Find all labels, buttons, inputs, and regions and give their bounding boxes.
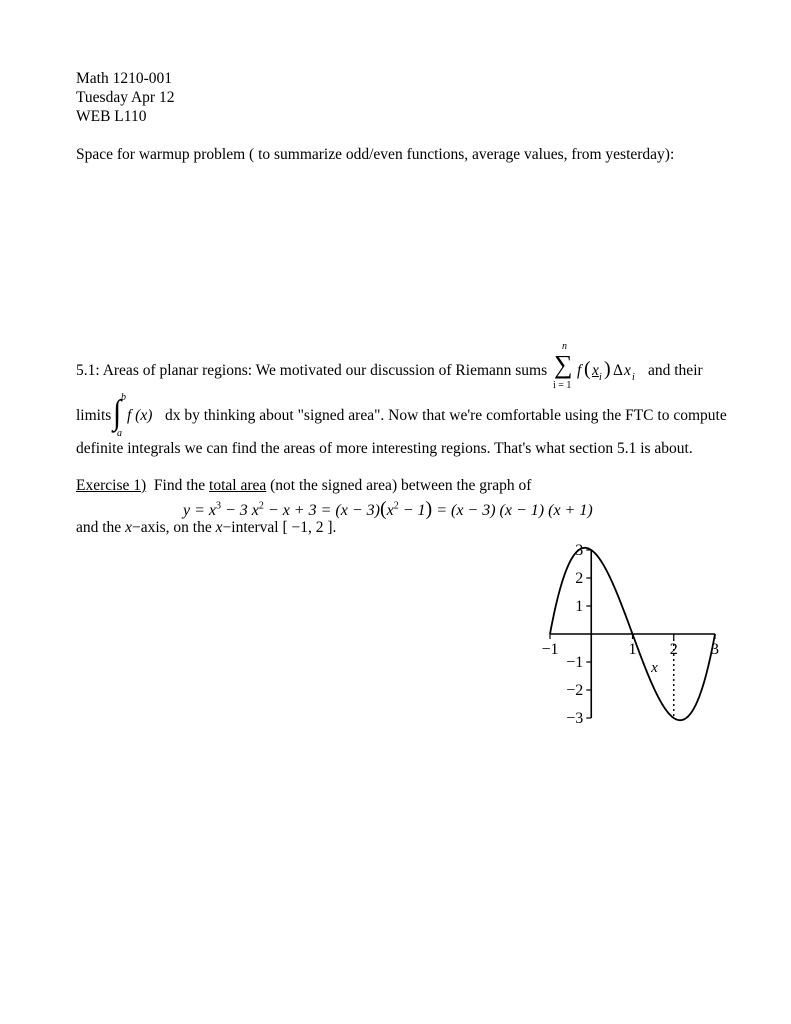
exercise-label: Exercise 1) [76,477,147,494]
eq-tail: = (x − 3) (x − 1) (x + 1) [432,502,593,519]
delta-x-subscript: i [632,372,635,383]
integral-lower-limit: a [117,428,122,439]
room: WEB L110 [76,108,147,125]
section-line-1: 5.1: Areas of planar regions: We motivated our discussion of Riemann sums [76,362,548,379]
cubic-equation [183,498,593,521]
y-tick-label: −1 [566,654,584,671]
x-tick-label: −1 [541,641,559,658]
sum-upper-limit: n [562,341,567,352]
integrand: f (x) [127,407,153,424]
exercise-line-2 [76,519,336,537]
x-tick-label: 2 [669,641,678,658]
integral-upper-limit: b [121,392,126,403]
eq-paren-open: ( [379,498,387,520]
eq-rest: − x + 3 = (x − 3) [263,502,380,519]
x-tick-label: 1 [628,641,637,658]
sigma-symbol: ∑ [554,350,573,379]
eq-exp3: 3 [216,500,221,512]
y-tick-label: 2 [575,570,584,587]
y-tick-label: −2 [566,682,584,699]
eq-y: y = x [183,502,216,519]
lecture-date: Tuesday Apr 12 [76,89,175,106]
sum-f: f [577,362,582,379]
eq-mid: − 3 x [221,502,259,519]
exercise-text-b: (not the signed area) between the graph of [270,477,532,494]
exercise-line-1 [76,477,531,495]
delta-symbol: Δ [613,362,623,379]
x-axis-label: x [651,660,658,676]
ex-line2-x1: x [125,519,132,536]
sum-lower-limit: i = 1 [553,380,572,391]
ex-line2-a: and the [76,519,126,536]
eq-paren-close: ) [425,498,433,520]
exercise-text-a: Find the [153,477,206,494]
delta-x: x [624,362,631,379]
ex-line2-c: −interval [ −1, 2 ]. [222,519,337,536]
sum-x: x [592,362,599,379]
section-line-2-lead: limits [76,407,112,424]
warmup-prompt: Space for warmup problem ( to summarize odd/even functions, average values, from yesterday): [76,146,675,163]
y-tick-label: 3 [575,542,584,559]
ex-line2-x2: x [215,519,223,536]
y-tick-label: −3 [566,710,584,727]
x-tick-label: 3 [711,641,719,658]
section-line-1-tail: and their [648,362,703,379]
sum-x-subscript: i [599,372,602,383]
section-line-3: definite integrals we can find the areas of more interesting regions. That's what section 5.1 is about. [76,440,693,457]
section-line-2: dx by thinking about "signed area". Now that we're comfortable using the FTC to compute [165,407,727,424]
eq-minus1: − 1 [398,502,426,519]
integral-symbol: ∫ [113,393,122,432]
cubic-graph [520,535,740,735]
eq-exp2: 2 [258,500,264,512]
eq-exp2b: 2 [393,500,399,512]
eq-x: x [386,502,394,519]
course-title: Math 1210-001 [76,70,173,87]
total-area-emphasis: total area [209,477,267,494]
ex-line2-b: −axis, on the [131,519,216,536]
y-tick-label: 1 [575,598,584,615]
